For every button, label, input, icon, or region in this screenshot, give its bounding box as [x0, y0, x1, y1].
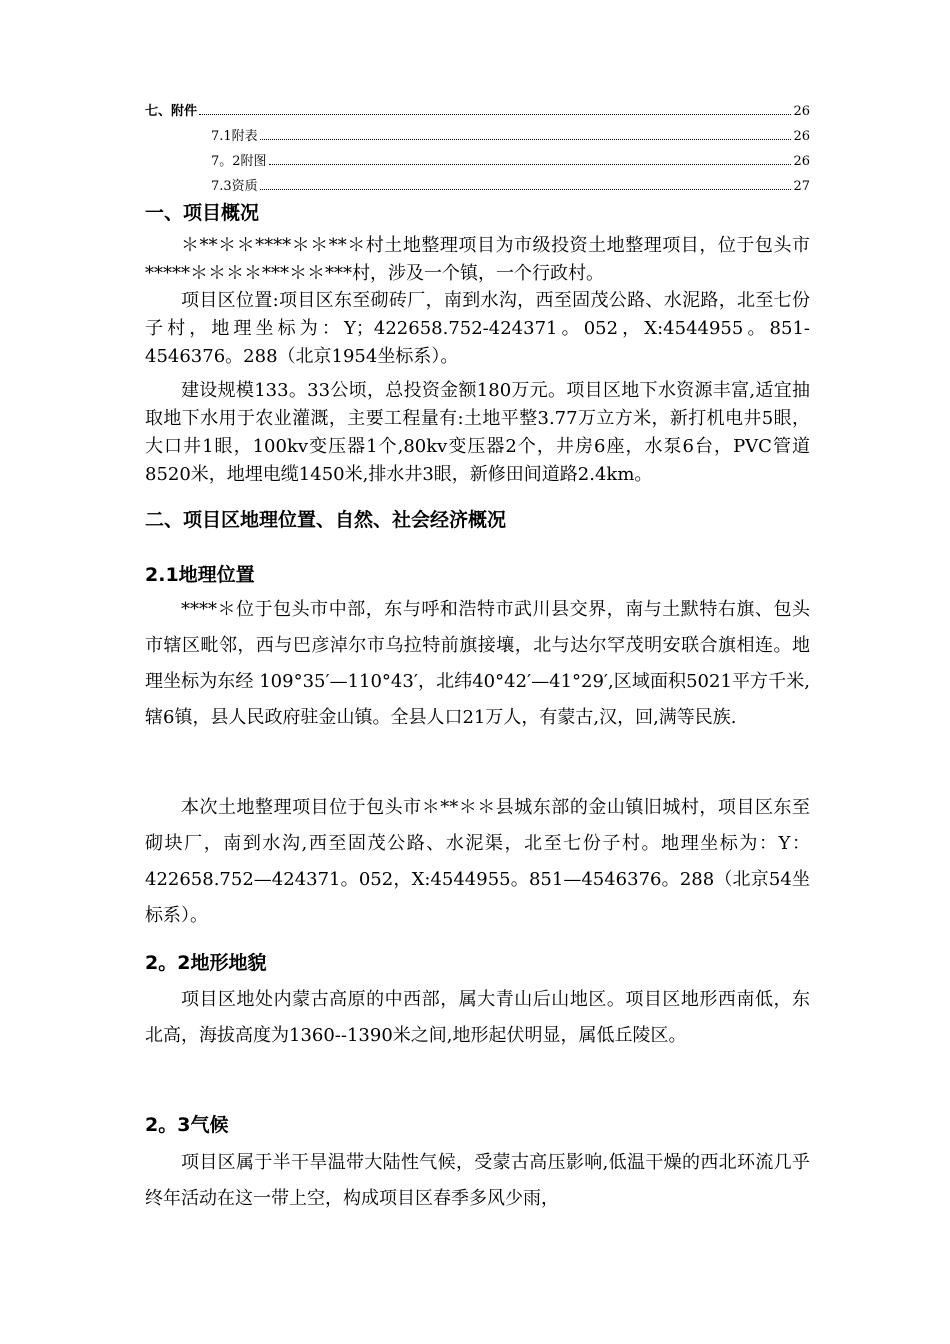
- paragraph: 本次土地整理项目位于包头市＊**＊＊县城东部的金山镇旧城村，项目区东至砌块厂，南到水沟,西至固茂公路、水泥渠，北至七份子村。地理坐标为：Y：422658.752—424371。052，X:4544955。851—4546376。288（北京54坐标系）。: [145, 797, 810, 926]
- toc-entry[interactable]: [145, 175, 810, 200]
- section-heading-location: 二、项目区地理位置、自然、社会经济概况: [145, 509, 507, 531]
- toc-entry-page: 26: [793, 129, 810, 144]
- paragraph: 建设规模133。33公顷，总投资金额180万元。项目区地下水资源丰富,适宜抽取地下水用于农业灌溉，主要工程量有:土地平整3.77万立方米，新打机电井5眼，大口井1眼，100kv变压器1个,80kv变压器2个，井房6座，水泵6台，PVC管道8520米，地埋电缆1450米,排水井3眼，新修田间道路2.4km。: [145, 380, 810, 485]
- table-of-contents: [145, 100, 810, 200]
- paragraph: 项目区地处内蒙古高原的中西部，属大青山后山地区。项目区地形西南低，东北高，海拔高度为1360--1390米之间,地形起伏明显，属低丘陵区。: [145, 989, 810, 1046]
- toc-leader: [260, 129, 792, 140]
- paragraph: ****＊位于包头市中部，东与呼和浩特市武川县交界，南与土默特右旗、包头市辖区毗邻，西与巴彦淖尔市乌拉特前旗接壤，北与达尔罕茂明安联合旗相连。地理坐标为东经 109°35′—110°43′，北纬40°42′—41°29′,区域面积5021平方千米,辖6镇，县人民政府驻金山镇。全县人口21万人，有蒙古,汉，回,满等民族.: [145, 599, 810, 728]
- toc-leader: [199, 104, 791, 115]
- paragraph: 项目区属于半干旱温带大陆性气候，受蒙古高压影响,低温干燥的西北环流几乎终年活动在这一带上空，构成项目区春季多风少雨，: [145, 1152, 810, 1209]
- toc-entry[interactable]: [145, 125, 810, 150]
- paragraph: 项目区位置:项目区东至砌砖厂，南到水沟，西至固茂公路、水泥路，北至七份子村，地理坐标为：Y；422658.752-424371。052，X:4544955。851-4546376。288（北京1954坐标系）。: [145, 290, 810, 367]
- toc-leader: [260, 179, 792, 190]
- paragraph: ＊**＊＊****＊＊**＊村土地整理项目为市级投资土地整理项目，位于包头市*****＊＊＊＊***＊＊***村，涉及一个镇，一个行政村。: [145, 235, 810, 284]
- toc-entry-label: 7.3资质: [211, 179, 258, 194]
- subsection-heading: 2.1地理位置: [145, 564, 255, 586]
- toc-entry[interactable]: [145, 150, 810, 175]
- toc-entry[interactable]: [145, 100, 810, 125]
- subsection-heading: 2。3气候: [145, 1114, 229, 1136]
- toc-entry-page: 27: [793, 179, 810, 194]
- section-heading-overview: 一、项目概况: [145, 202, 260, 224]
- toc-entry-page: 26: [793, 154, 810, 169]
- subsection-heading: 2。2地形地貌: [145, 952, 267, 974]
- toc-entry-label: 7.1附表: [211, 129, 258, 144]
- toc-entry-label: 7。2附图: [211, 154, 267, 169]
- toc-leader: [269, 154, 792, 165]
- toc-entry-page: 26: [793, 104, 810, 119]
- toc-entry-label: 七、附件: [145, 104, 198, 119]
